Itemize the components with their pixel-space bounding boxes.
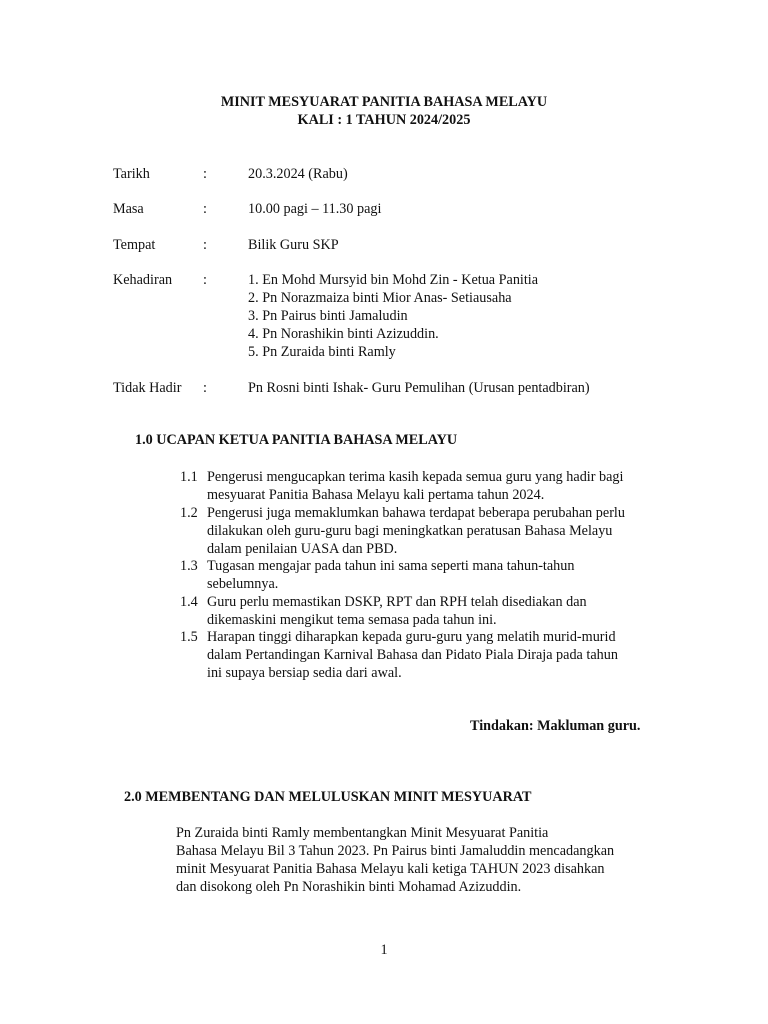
item-line: Pengerusi juga memaklumkan bahawa terdapat beberapa perubahan perlu: [207, 505, 625, 521]
masa-label: Masa: [113, 201, 144, 217]
attendee-item: 5. Pn Zuraida binti Ramly: [248, 344, 396, 360]
item-line: Harapan tinggi diharapkan kepada guru-guru yang melatih murid-murid: [207, 629, 616, 645]
paragraph-line: Bahasa Melayu Bil 3 Tahun 2023. Pn Pairus binti Jamaluddin mencadangkan: [176, 843, 615, 859]
attendee-item: 4. Pn Norashikin binti Azizuddin.: [248, 326, 439, 342]
tidak-hadir-colon: :: [203, 380, 207, 396]
item-line: ini supaya bersiap sedia dari awal.: [207, 665, 402, 681]
item-line: dilakukan oleh guru-guru bagi meningkatkan peratusan Bahasa Melayu: [207, 523, 613, 539]
item-number: 1.5: [180, 629, 198, 645]
item-number: 1.3: [180, 558, 198, 574]
attendee-item: 1. En Mohd Mursyid bin Mohd Zin - Ketua Panitia: [248, 272, 539, 288]
paragraph-line: minit Mesyuarat Panitia Bahasa Melayu kali ketiga TAHUN 2023 disahkan: [176, 861, 605, 877]
masa-colon: :: [203, 201, 207, 217]
tindakan-note: Tindakan: Makluman guru.: [470, 718, 641, 734]
item-line: Tugasan mengajar pada tahun ini sama seperti mana tahun-tahun: [207, 558, 575, 574]
tidak-hadir-value: Pn Rosni binti Ishak- Guru Pemulihan (Urusan pentadbiran): [248, 380, 590, 396]
item-number: 1.1: [180, 469, 198, 485]
item-line: dikemaskini mengikut tema semasa pada tahun ini.: [207, 612, 497, 628]
page-number: 1: [380, 942, 388, 958]
item-number: 1.4: [180, 594, 198, 610]
item-line: dalam penilaian UASA dan PBD.: [207, 541, 398, 557]
masa-value: 10.00 pagi – 11.30 pagi: [248, 201, 382, 217]
tempat-colon: :: [203, 237, 207, 253]
attendee-item: 3. Pn Pairus binti Jamaludin: [248, 308, 408, 324]
paragraph-line: Pn Zuraida binti Ramly membentangkan Minit Mesyuarat Panitia: [176, 825, 549, 841]
attendee-item: 2. Pn Norazmaiza binti Mior Anas- Setiausaha: [248, 290, 512, 306]
section2-heading: 2.0 MEMBENTANG DAN MELULUSKAN MINIT MESYUARAT: [124, 789, 532, 805]
item-line: mesyuarat Panitia Bahasa Melayu kali pertama tahun 2024.: [207, 487, 545, 503]
item-line: sebelumnya.: [207, 576, 279, 592]
document-subtitle: KALI : 1 TAHUN 2024/2025: [297, 112, 471, 128]
kehadiran-colon: :: [203, 272, 207, 288]
paragraph-line: dan disokong oleh Pn Norashikin binti Mohamad Azizuddin.: [176, 879, 522, 895]
item-line: Pengerusi mengucapkan terima kasih kepada semua guru yang hadir bagi: [207, 469, 624, 485]
section1-heading: 1.0 UCAPAN KETUA PANITIA BAHASA MELAYU: [135, 432, 458, 448]
tarikh-colon: :: [203, 166, 207, 182]
tempat-value: Bilik Guru SKP: [248, 237, 339, 253]
document-title: MINIT MESYUARAT PANITIA BAHASA MELAYU: [220, 94, 548, 110]
kehadiran-label: Kehadiran: [113, 272, 173, 288]
tidak-hadir-label: Tidak Hadir: [113, 380, 182, 396]
tempat-label: Tempat: [113, 237, 156, 253]
tarikh-value: 20.3.2024 (Rabu): [248, 166, 348, 182]
item-number: 1.2: [180, 505, 198, 521]
item-line: dalam Pertandingan Karnival Bahasa dan Pidato Piala Diraja pada tahun: [207, 647, 618, 663]
item-line: Guru perlu memastikan DSKP, RPT dan RPH telah disediakan dan: [207, 594, 587, 610]
tarikh-label: Tarikh: [113, 166, 150, 182]
